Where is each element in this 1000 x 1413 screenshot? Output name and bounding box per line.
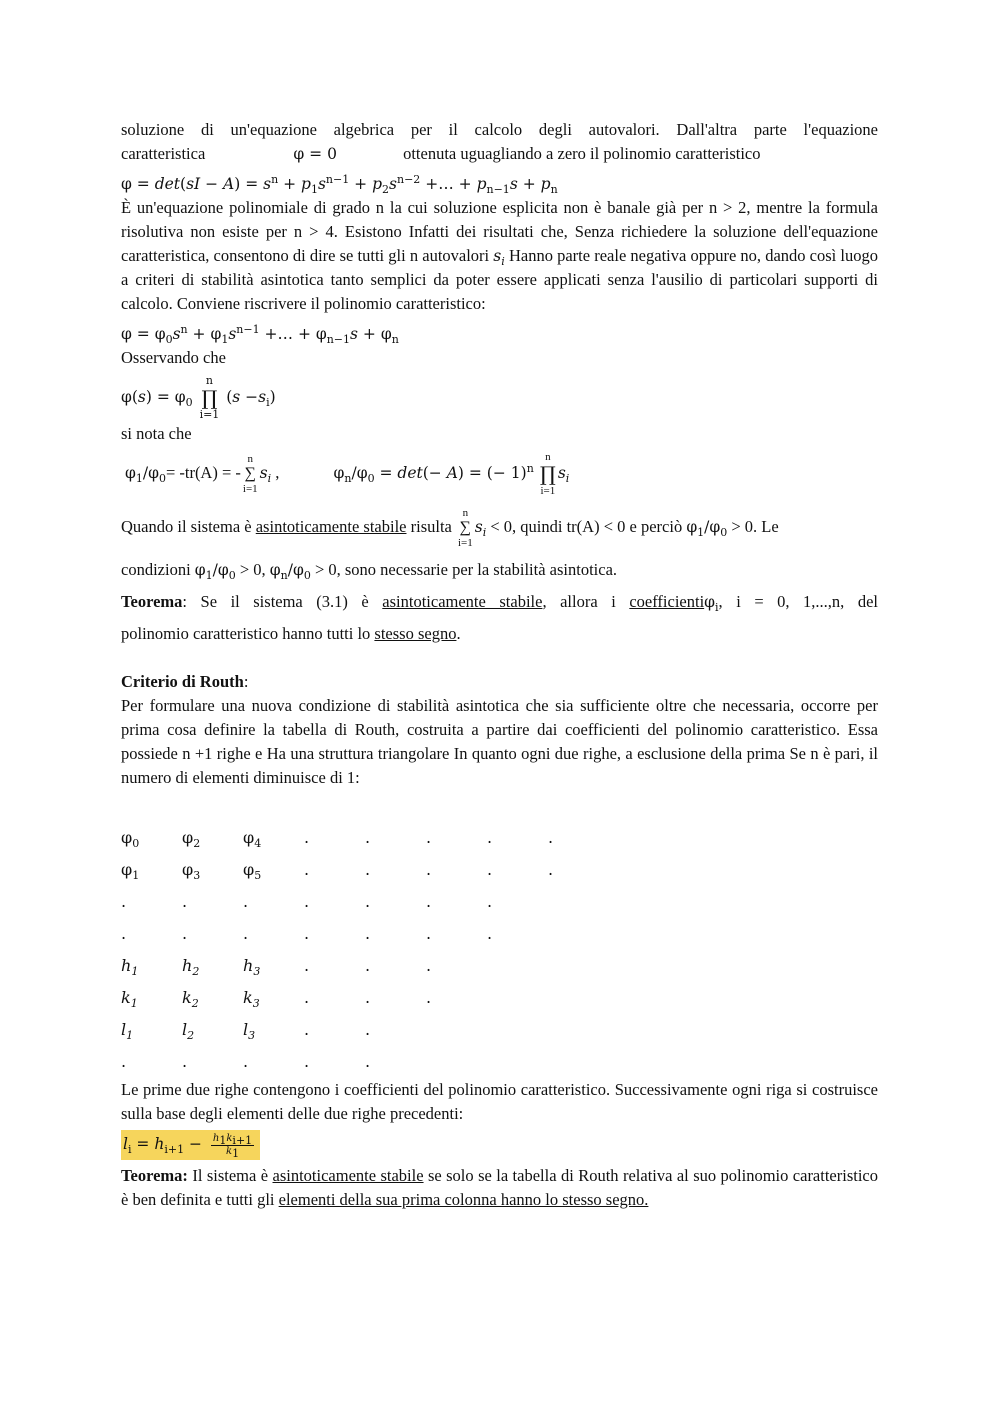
polynomial-rewrite: $\varphi = \varphi_0s^n + \varphi_1s^{n-1}$ +… + $\varphi_{n-1}s + \varphi_n$ xyxy=(121,322,399,347)
teorema-1-line-1: Teorema: Se il sistema (3.1) è asintoticamente stabile, allora i coefficientiφ$_i$, i = 0, 1,...,n, del xyxy=(121,592,878,615)
trace-formula: $\varphi_1/\varphi_0= -tr(A)$ = - n ∑ i=1 $s_i$ , $\varphi_n/\varphi_0 = \det(- A)$ = (− 1)$^n$ n ∏ i=1 $s_i$ xyxy=(125,451,570,497)
quando-paragraph: Quando il sistema è asintoticamente stabile risulta n ∑ i=1 $s_i < 0$, quindi tr(A) < 0 e perciò $\varphi_1/\varphi_0 > 0$. Le xyxy=(121,507,779,549)
paragraph-1-line-2: caratteristica φ = 0 ottenuta uguagliando a zero il polinomio caratteristico xyxy=(121,144,761,163)
prime-righe-paragraph: Le prime due righe contengono i coefficienti del polinomio caratteristico. Successivamente ogni riga si costruisce sulla base degli elementi delle due righe precedenti: xyxy=(121,1080,878,1123)
characteristic-equation: $\varphi = \det(sI - A) = s^n + p_1s^{n-1} + p_2s^{n-2}$ +… + $p_{n-1}s + p_n$ xyxy=(121,172,558,197)
routh-recurrence-formula: $l_i = h_{i+1}$ − $\frac{h_1k_{i+1}}{k_1}$ xyxy=(121,1130,260,1160)
teorema-1-line-2: polinomio caratteristico hanno tutti lo stesso segno. xyxy=(121,624,461,643)
condizioni-line: condizioni $\varphi_1/\varphi_0 > 0$, $\varphi_n/\varphi_0 > 0$, sono necessarie per la stabilità asintotica. xyxy=(121,560,618,583)
paragraph-2: È un'equazione polinomiale di grado n la cui soluzione esplicita non è banale già per n > 2, mentre la formula risolutiva non esiste per n > 4. Esistono Infatti dei risultati che, Senza richiedere la soluzione dell'equazione caratteristica, consentono di dire se tutti gli n autovalori $s_i$ Hanno parte reale negativa oppure no, dando così luogo a criteri di stabilità asintotica tanto semplici da poter essere applicati senza l'ausilio di particolari supporti di calcolo. Conviene riscrivere il polinomio caratteristico: xyxy=(121,198,878,313)
si-nota-label: si nota che xyxy=(121,424,192,443)
osservando-label: Osservando che xyxy=(121,348,226,367)
criterio-routh-title: Criterio di Routh: xyxy=(121,672,249,691)
teorema-2-paragraph: Teorema: Il sistema è asintoticamente stabile se solo se la tabella di Routh relativa al suo polinomio caratteristico è ben definita e tutti gli elementi della sua prima colonna hanno lo stesso segno. xyxy=(121,1165,878,1209)
routh-table: $\varphi_0$ $\varphi_2$ $\varphi_4$ . . . . . $\varphi_1$ $\varphi_3$ $\varphi_5$ . . . . . . . . . . . . . . . . . . . $h_1$ $h_2$ $h_3$ . . . $k_1$ $k_2$ $k_3$ . . . $l_1$ $l_2$ $l_3$ . . . . . . . xyxy=(121,828,554,1071)
document-page xyxy=(121,118,878,1212)
product-formula: $\varphi(s) = \varphi_0$ n ∏ i=1 $(s -s_i)$ xyxy=(121,374,276,421)
paragraph-1-line-1: soluzione di un'equazione algebrica per il calcolo degli autovalori. Dall'altra parte l'equazione xyxy=(121,120,878,139)
criterio-paragraph: Per formulare una nuova condizione di stabilità asintotica che sia sufficiente oltre che necessaria, occorre per prima cosa definire la tabella di Routh, costruita a partire dai coefficienti del polinomio caratteristico. Essa possiede n +1 righe e Ha una struttura triangolare In quanto ogni due righe, a esclusione della prima Se n è pari, il numero di elementi diminuisce di 1: xyxy=(121,696,878,787)
